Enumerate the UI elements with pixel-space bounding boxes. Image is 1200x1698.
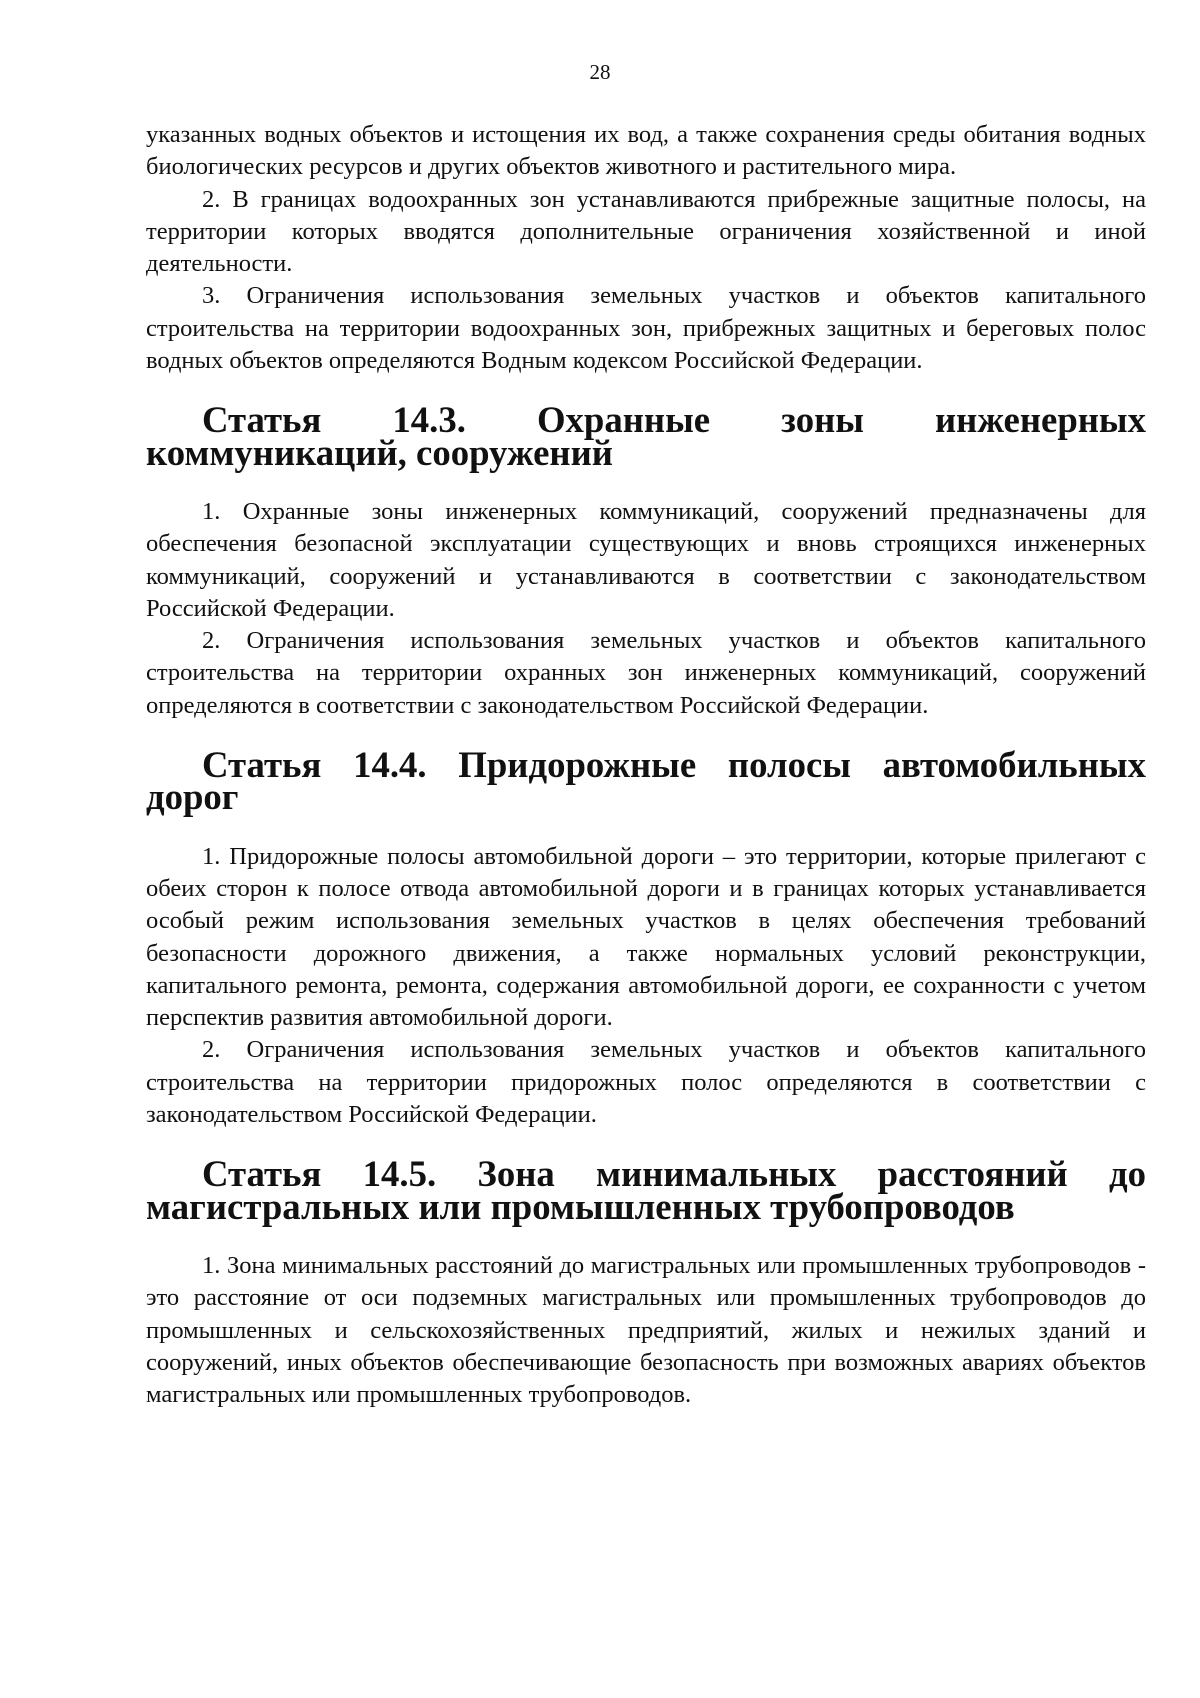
article-heading-14-3: Статья 14.3. Охранные зоны инженерных коммуникаций, сооружений [146,399,1146,473]
article-heading-14-4: Статья 14.4. Придорожные полосы автомобильных дорог [146,744,1146,818]
page-number: 28 [589,60,611,84]
paragraph-14-3-item-1: 1. Охранные зоны инженерных коммуникаций, сооружений предназначены для обеспечения безопасной эксплуатации существующих и вновь строящихся инженерных коммуникаций, сооружений и устанавливаются в соответствии с законодательством Российской Федерации. [146,497,1146,622]
paragraph-14-3-item-2: 2. Ограничения использования земельных участков и объектов капитального строительства на территории охранных зон инженерных коммуникаций, сооружений определяются в соответствии с законодательством Российской Федерации. [146,627,1146,719]
paragraph-continuation: указанных водных объектов и истощения их вод, а также сохранения среды обитания водных биологических ресурсов и других объектов животного и растительного мира. [146,121,1146,181]
paragraph-14-2-item-3: 3. Ограничения использования земельных участков и объектов капитального строительства на территории водоохранных зон, прибрежных защитных и береговых полос водных объектов определяются Водным кодексом Российской Федерации. [146,282,1146,375]
paragraph-14-4-item-2: 2. Ограничения использования земельных участков и объектов капитального строительства на территории придорожных полос определяются в соответствии с законодательством Российской Федерации. [146,1036,1146,1129]
paragraph-14-5-item-1: 1. Зона минимальных расстояний до магистральных или промышленных трубопроводов - это расстояние от оси подземных магистральных или промышленных трубопроводов до промышленных и сельскохозяйственных предприятий, жилых и нежилых зданий и сооружений, иных объектов обеспечивающие безопасность при возможных авариях объектов магистральных или промышленных трубопроводов. [146,1251,1146,1409]
article-heading-14-5: Статья 14.5. Зона минимальных расстояний до магистральных или промышленных трубопроводов [146,1153,1146,1227]
paragraph-14-2-item-2: 2. В границах водоохранных зон устанавливаются прибрежные защитные полосы, на территории которых вводятся дополнительные ограничения хозяйственной и иной деятельности. [146,185,1146,278]
paragraph-14-4-item-1: 1. Придорожные полосы автомобильной дороги – это территории, которые прилегают с обеих сторон к полосе отвода автомобильной дороги и в границах которых устанавливается особый режим использования земельных участков в целях обеспечения требований безопасности дорожного движения, а также нормальных условий реконструкции, капитального ремонта, ремонта, содержания автомобильной дороги, ее сохранности с учетом перспектив развития автомобильной дороги. [146,842,1146,1032]
document-body [146,119,1146,1411]
